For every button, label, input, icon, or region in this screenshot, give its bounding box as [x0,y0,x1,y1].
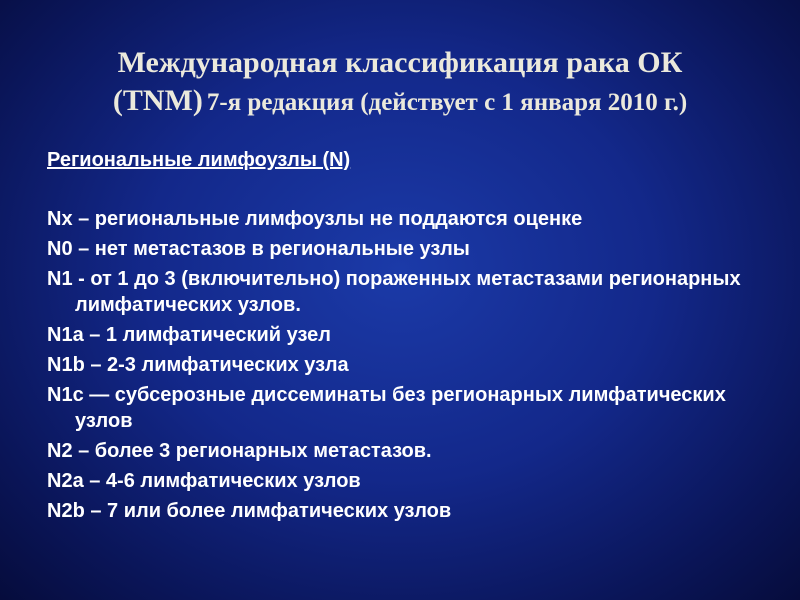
list-item-n1a: N1a – 1 лимфатический узел [47,324,331,346]
list-item-n0: N0 – нет метастазов в региональные узлы [47,238,470,260]
section-subtitle: Региональные лимфоузлы (N) [47,149,351,171]
title-line-1: Международная классификация рака ОК [117,46,683,79]
list-item-nx: Nx – региональные лимфоузлы не поддаются оценке [47,208,583,230]
title-tnm: (TNM) [112,84,203,117]
list-item-n1b: N1b – 2-3 лимфатических узла [47,354,349,376]
slide-content [47,147,767,528]
list-item-n2b: N2b – 7 или более лимфатических узлов [47,500,452,522]
title-edition: 7-я редакция (действует с 1 января 2010 г.) [206,89,688,116]
slide-title [20,44,780,125]
list-item-n1: N1 - от 1 до 3 (включительно) пораженных метастазами регионарных лимфатических узлов. [47,268,741,316]
list-item-n2: N2 – более 3 регионарных метастазов. [47,440,432,462]
list-item-n1c: N1c — субсерозные диссеминаты без регионарных лимфатических узлов [47,384,726,432]
title-line-2 [20,82,780,125]
list-item-n2a: N2a – 4-6 лимфатических узлов [47,470,361,492]
